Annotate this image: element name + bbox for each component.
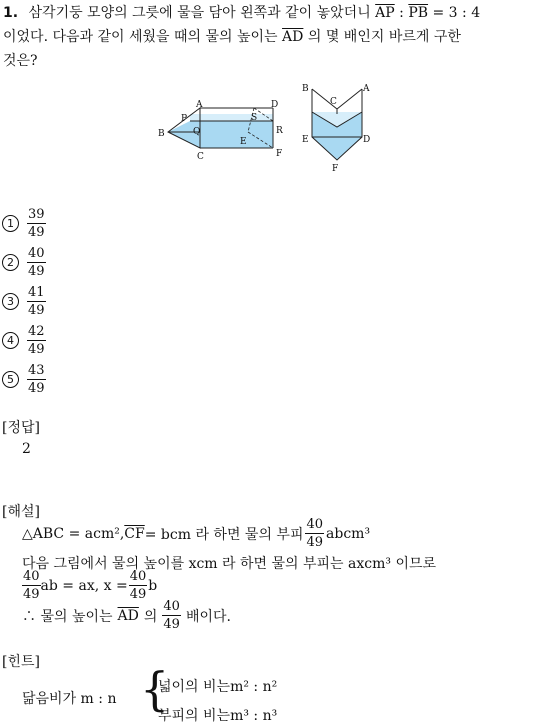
choice-1[interactable] — [2, 208, 46, 239]
label-a: A — [196, 100, 203, 110]
solution-fraction-1: $\frac{40}{49}$ — [306, 517, 324, 550]
choice-mark: 1 — [2, 215, 19, 232]
segment-ad-solution: $\overline{AD}$ — [117, 607, 139, 624]
choice-5[interactable] — [2, 364, 46, 395]
hint-row-2: 부피의 비는m³ : n³ — [158, 708, 278, 724]
choice-mark: 2 — [2, 254, 19, 271]
choice-4[interactable] — [2, 325, 46, 356]
figure-prism-lying — [158, 96, 293, 166]
water-region-left — [168, 121, 273, 148]
solution-line-3: $\frac{40}{49}$ ab = ax, x = $\frac{40}{49}$ b — [23, 569, 158, 602]
question-line-2 — [3, 26, 461, 46]
question-number: 1. — [3, 5, 19, 21]
hint-heading: [힌트] — [2, 654, 40, 670]
segment-cf: $\overline{CF}$ — [124, 525, 145, 542]
question-text-3: 의 몇 배인지 바르게 구한 — [307, 29, 461, 45]
label-f: F — [276, 149, 283, 159]
label-d-right: D — [363, 135, 371, 145]
solution-line-2: 다음 그림에서 물의 높이를 xcm 라 하면 물의 부피는 axcm³ 이므로 — [22, 556, 437, 572]
segment-ad: $\overline{AD}$ — [282, 29, 304, 45]
label-p: P — [181, 114, 188, 124]
segment-ap: $\overline{AP}$ — [375, 5, 395, 21]
figure-prism-standing — [300, 80, 380, 175]
choice-mark: 4 — [2, 332, 19, 349]
label-a-right: A — [363, 84, 370, 94]
choice-mark: 5 — [2, 371, 19, 388]
solution-fraction-3: $\frac{40}{49}$ — [129, 569, 147, 602]
solution-heading: [해설] — [2, 504, 40, 520]
choice-fraction: $\frac{42}{49}$ — [28, 324, 45, 357]
label-c-right: C — [330, 97, 337, 107]
segment-pb: $\overline{PB}$ — [408, 5, 429, 21]
hint-row-1: 넓이의 비는m² : n² — [158, 679, 278, 695]
colon: : — [394, 5, 409, 21]
question-text-1: 삼각기둥 모양의 그릇에 물을 담아 왼쪽과 같이 놓았더니 — [28, 5, 371, 21]
answer-value: 2 — [22, 441, 31, 457]
label-e-right: E — [302, 135, 309, 145]
label-f-right: F — [332, 164, 339, 174]
label-s: S — [251, 113, 258, 123]
choice-mark: 3 — [2, 293, 19, 310]
solution-fraction-4: $\frac{40}{49}$ — [163, 599, 180, 632]
choice-fraction: $\frac{39}{49}$ — [28, 207, 45, 240]
label-c: C — [197, 152, 204, 162]
label-e: E — [240, 137, 247, 147]
label-q: Q — [193, 127, 201, 137]
solution-fraction-2: $\frac{40}{49}$ — [23, 569, 40, 602]
solution-line-4: ∴ 물의 높이는 $\overline{AD}$ 의 $\frac{40}{49}$ 배이다. — [22, 599, 231, 632]
label-b: B — [158, 129, 165, 139]
choice-fraction: $\frac{43}{49}$ — [28, 363, 45, 396]
hint-lead: 닮음비가 m : n — [22, 691, 117, 707]
question-line-1 — [3, 2, 480, 22]
label-b-right: B — [302, 84, 309, 94]
label-r: R — [276, 126, 283, 136]
answer-heading: [정답] — [2, 420, 40, 436]
choice-fraction: $\frac{41}{49}$ — [28, 285, 45, 318]
choice-2[interactable] — [2, 247, 46, 278]
solution-line-1: △ABC = acm², $\overline{CF}$ = bcm 라 하면 물의 부피 $\frac{40}{49}$ abcm³ — [22, 517, 371, 550]
choice-3[interactable] — [2, 286, 46, 317]
question-text-2: 이었다. 다음과 같이 세웠을 때의 물의 높이는 — [3, 29, 278, 45]
label-d: D — [271, 100, 279, 110]
ratio: = 3 : 4 — [428, 5, 481, 21]
brace-icon: { — [140, 662, 170, 716]
choice-fraction: $\frac{40}{49}$ — [28, 246, 45, 279]
water-surface-left — [190, 114, 273, 121]
question-line-3: 것은? — [3, 53, 38, 69]
